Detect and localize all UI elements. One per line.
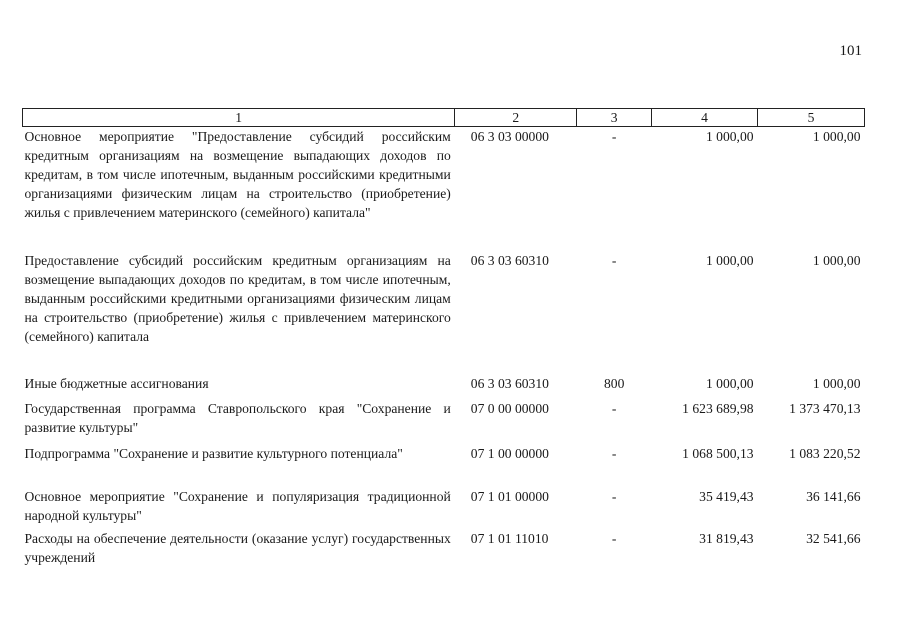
row-name: Расходы на обеспечение деятельности (оказание услуг) государственных учреждений	[24, 531, 451, 565]
row-code: 07 1 01 11010	[470, 531, 549, 546]
table-row	[23, 529, 865, 569]
row-expense-type: -	[611, 489, 617, 504]
row-amount-2: 1 000,00	[812, 376, 861, 391]
row-code: 06 3 03 00000	[470, 129, 549, 144]
row-code: 07 1 00 00000	[470, 446, 549, 461]
table-row	[23, 487, 865, 529]
table-row	[23, 251, 865, 374]
row-name: Предоставление субсидий российским кредитным организациям на возмещение выпадающих доходов по кредитам, в том числе ипотечным, выданным российскими кредитными организациями физическим лицам на строительство (приобретение) жилья с привлечением материнского (семейного) капитала	[24, 253, 451, 344]
row-amount-1: 1 068 500,13	[682, 446, 754, 461]
row-amount-1: 1 000,00	[705, 129, 754, 144]
header-col-4: 4	[652, 109, 758, 127]
row-amount-1: 31 819,43	[699, 531, 754, 546]
row-code: 06 3 03 60310	[470, 253, 549, 268]
row-amount-1: 1 623 689,98	[682, 401, 754, 416]
row-amount-2: 32 541,66	[806, 531, 861, 546]
row-expense-type: -	[611, 401, 617, 416]
row-name: Основное мероприятие "Предоставление субсидий российским кредитным организациям на возмещение выпадающих доходов по кредитам, в том числе ипотечным, выданным российскими кредитными организациями физическим лицам на строительство (приобретение) жилья с привлечением материнского (семейного) капитала"	[24, 129, 451, 220]
row-code: 07 0 00 00000	[470, 401, 549, 416]
row-code: 07 1 01 00000	[470, 489, 549, 504]
row-amount-2: 1 000,00	[812, 253, 861, 268]
row-expense-type: -	[611, 129, 617, 144]
row-amount-1: 35 419,43	[699, 489, 754, 504]
table-header-row	[23, 109, 865, 127]
row-amount-2: 1 083 220,52	[789, 446, 861, 461]
header-col-3: 3	[577, 109, 652, 127]
row-amount-2: 36 141,66	[806, 489, 861, 504]
row-name: Основное мероприятие "Сохранение и популяризация традиционной народной культуры"	[24, 489, 451, 523]
budget-table	[22, 108, 865, 569]
row-name: Государственная программа Ставропольского края "Сохранение и развитие культуры"	[24, 401, 451, 435]
row-expense-type: -	[611, 253, 617, 268]
page-number: 101	[839, 43, 862, 59]
header-col-2: 2	[455, 109, 577, 127]
row-name: Иные бюджетные ассигнования	[24, 376, 209, 391]
row-amount-2: 1 000,00	[812, 129, 861, 144]
header-col-1: 1	[23, 109, 455, 127]
row-name: Подпрограмма "Сохранение и развитие культурного потенциала"	[24, 446, 403, 461]
row-amount-1: 1 000,00	[705, 376, 754, 391]
row-expense-type: -	[611, 531, 617, 546]
row-expense-type: -	[611, 446, 617, 461]
table-row	[23, 127, 865, 252]
table-row	[23, 444, 865, 487]
row-expense-type: 800	[603, 376, 625, 391]
row-amount-1: 1 000,00	[705, 253, 754, 268]
table-row	[23, 399, 865, 444]
row-amount-2: 1 373 470,13	[789, 401, 861, 416]
row-code: 06 3 03 60310	[470, 376, 549, 391]
header-col-5: 5	[758, 109, 865, 127]
table-row	[23, 374, 865, 399]
